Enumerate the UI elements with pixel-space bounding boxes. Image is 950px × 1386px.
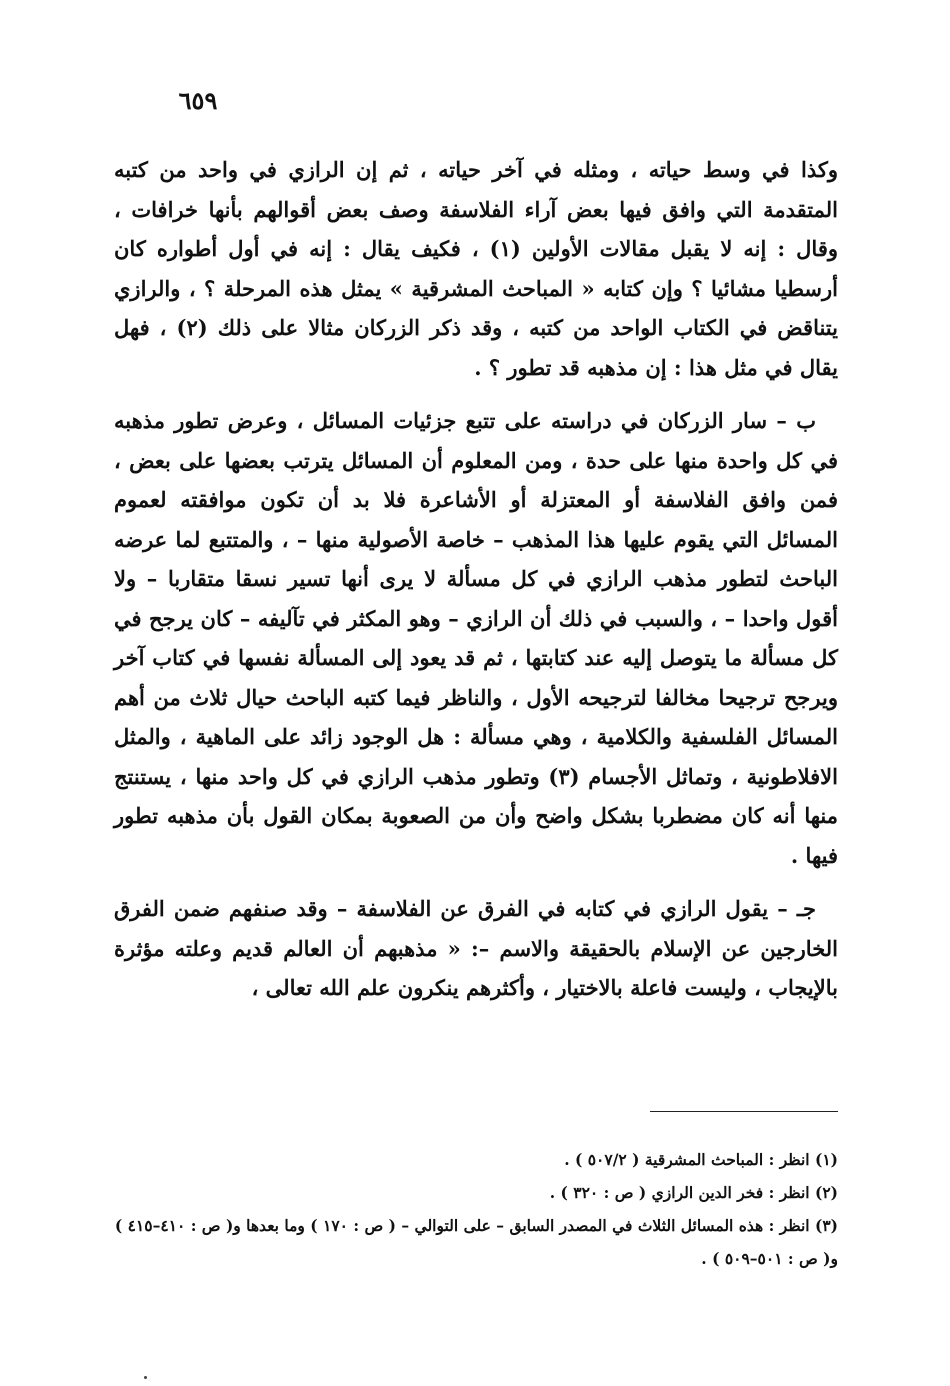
paragraph-2: ب – سار الزركان في دراسته على تتبع جزئيات المسائل ، وعرض تطور مذهبه في كل واحدة منها على حدة ، ومن المعلوم أن المسائل يترتب بعضها على بعض ، فمن وافق الفلاسفة أو المعتزلة أو الأشاعرة فلا بد أن تكون موافقته لعموم المسائل التي يقوم عليها هذا المذهب – خاصة الأصولية منها – ، والمتتبع لما عرضه الباحث لتطور مذهب الرازي في كل مسألة لا يرى أنها تسير نسقا متقاربا – ولا أقول واحدا – ، والسبب في ذلك أن الرازي – وهو المكثر في تآليفه – كان يرجح في كل مسألة ما يتوصل إليه عند كتابتها ، ثم قد يعود إلى المسألة نفسها في كتاب آخر ويرجح ترجيحا مخالفا لترجيحه الأول ، والناظر فيما كتبه الباحث حيال ثلاث من أهم المسائل الفلسفية والكلامية ، وهي مسألة : هل الوجود زائد على الماهية ، والمثل الافلاطونية ، وتماثل الأجسام (٣) وتطور مذهب الرازي في كل واحد منها ، يستنتج منها أنه كان مضطربا بشكل واضح وأن من الصعوبة بمكان القول بأن مذهبه تطور فيها . [114,408,838,868]
footnote-3: (٣) انظر : هذه المسائل الثلاث في المصدر السابق – على التوالي – ( ص : ١٧٠ ) وما بعدها و( ص : ٤١٠–٤١٥ ) و( ص : ٥٠١–٥٠٩ ) . [114,1216,838,1268]
page-number: ٦٥٩ [178,86,218,115]
footnote-1: (١) انظر : المباحث المشرقية ( ٥٠٧/٢ ) . [564,1150,838,1169]
paragraph-1: وكذا في وسط حياته ، ومثله في آخر حياته ، ثم إن الرازي في واحد من كتبه المتقدمة التي وافق فيها بعض آراء الفلاسفة وصف بعض أقوالهم بأنها خرافات ، وقال : إنه لا يقبل مقالات الأولين (١) ، فكيف يقال : إنه في أول أطواره كان أرسطيا مشائيا ؟ وإن كتابه « المباحث المشرقية » يمثل هذه المرحلة ؟ ، والرازي يتناقض في الكتاب الواحد من كتبه ، وقد ذكر الزركان مثالا على ذلك (٢) ، فهل يقال في مثل هذا : إن مذهبه قد تطور ؟ . [114,157,839,380]
footnote-2: (٢) انظر : فخر الدين الرازي ( ص : ٣٢٠ ) . [549,1183,838,1202]
paragraph-3: جـ – يقول الرازي في كتابه في الفرق عن الفلاسفة – وقد صنفهم ضمن الفرق الخارجين عن الإسلام بالحقيقة والاسم –: « مذهبهم أن العالم قديم وعلته مؤثرة بالإيجاب ، وليست فاعلة بالاختيار ، وأكثرهم ينكرون علم الله تعالى ، [114,896,838,1000]
body-text [114,150,838,1022]
footnote-divider [650,1111,838,1112]
scan-speck [144,1376,147,1379]
footnotes [114,1143,838,1275]
